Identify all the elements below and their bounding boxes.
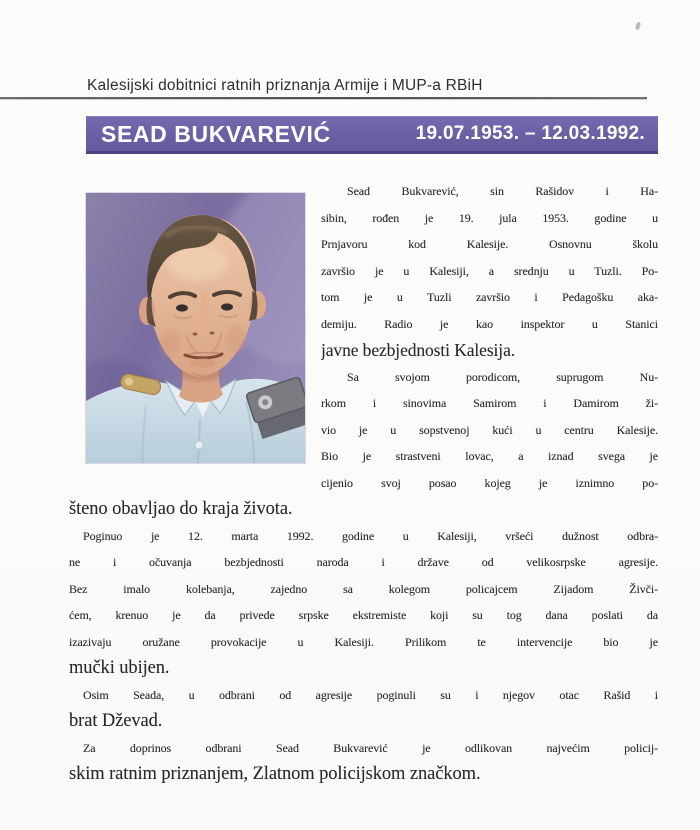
text-line: Sa svojom porodicom, suprugom Nu- <box>347 369 658 384</box>
text-line: cijenio svoj posao kojeg je iznimno po- <box>321 475 658 490</box>
series-header-label: Kalesijski dobitnici ratnih priznanja Armije i MUP-a RBiH <box>87 77 483 94</box>
title-bar <box>86 116 658 154</box>
text-line: Sead Bukvarević, sin Rašidov i Ha- <box>347 184 658 198</box>
biography-full-text <box>69 496 658 788</box>
text-line: tom je u Tuzli završio i Pedagošku aka- <box>321 290 658 304</box>
text-line: brat Dževad. <box>69 711 163 731</box>
scan-artifact <box>635 22 641 31</box>
text-line: Poginuo je 12. marta 1992. godine u Kalesiji, vršeći dužnost odbra- <box>83 528 658 543</box>
birth-death-dates: 19.07.1953. – 12.03.1992. <box>415 123 645 144</box>
text-line: ćem, krenuo je da privede srpske ekstremiste koji su tog dana poslati da <box>69 608 658 622</box>
text-line: izazivaju oružane provokacije u Kalesiji. Prilikom te intervencije bio je <box>69 634 658 649</box>
portrait-photo <box>86 193 305 463</box>
text-line: mučki ubijen. <box>69 658 170 678</box>
text-line: vio je u sopstvenoj kući u centru Kalesije. <box>321 422 658 437</box>
text-line: rkom i sinovima Samirom i Damirom ži- <box>321 396 658 410</box>
text-line: Osim Seada, u odbrani od agresije poginuli su i njegov otac Rašid i <box>83 687 658 702</box>
person-name-title: SEAD BUKVAREVIĆ <box>101 120 331 147</box>
text-line: Bez imalo kolebanja, zajedno sa kolegom policajcem Zijadom Živči- <box>69 581 658 596</box>
text-line: šteno obavljao do kraja života. <box>69 499 293 519</box>
portrait-illustration <box>86 193 305 463</box>
text-line: javne bezbjednosti Kalesija. <box>321 340 516 360</box>
text-line: sibin, rođen je 19. jula 1953. godine u <box>321 210 658 225</box>
text-line: Bio je strastveni lovac, a iznad svega je <box>321 449 658 463</box>
text-line: Za doprinos odbrani Sead Bukvarević je odlikovan najvećim policij- <box>83 740 658 755</box>
text-line: završio je u Kalesiji, a srednju u Tuzli. Po- <box>321 263 658 278</box>
text-line: ne i očuvanja bezbjednosti naroda i države od velikosrpske agresije. <box>69 555 658 569</box>
header-divider-rule <box>0 97 647 99</box>
text-line: Prnjavoru kod Kalesije. Osnovnu školu <box>321 237 658 251</box>
text-line: demiju. Radio je kao inspektor u Stanici <box>321 316 658 331</box>
biography-column-text <box>321 178 658 496</box>
text-line: skim ratnim priznanjem, Zlatnom policijskom značkom. <box>69 764 481 784</box>
